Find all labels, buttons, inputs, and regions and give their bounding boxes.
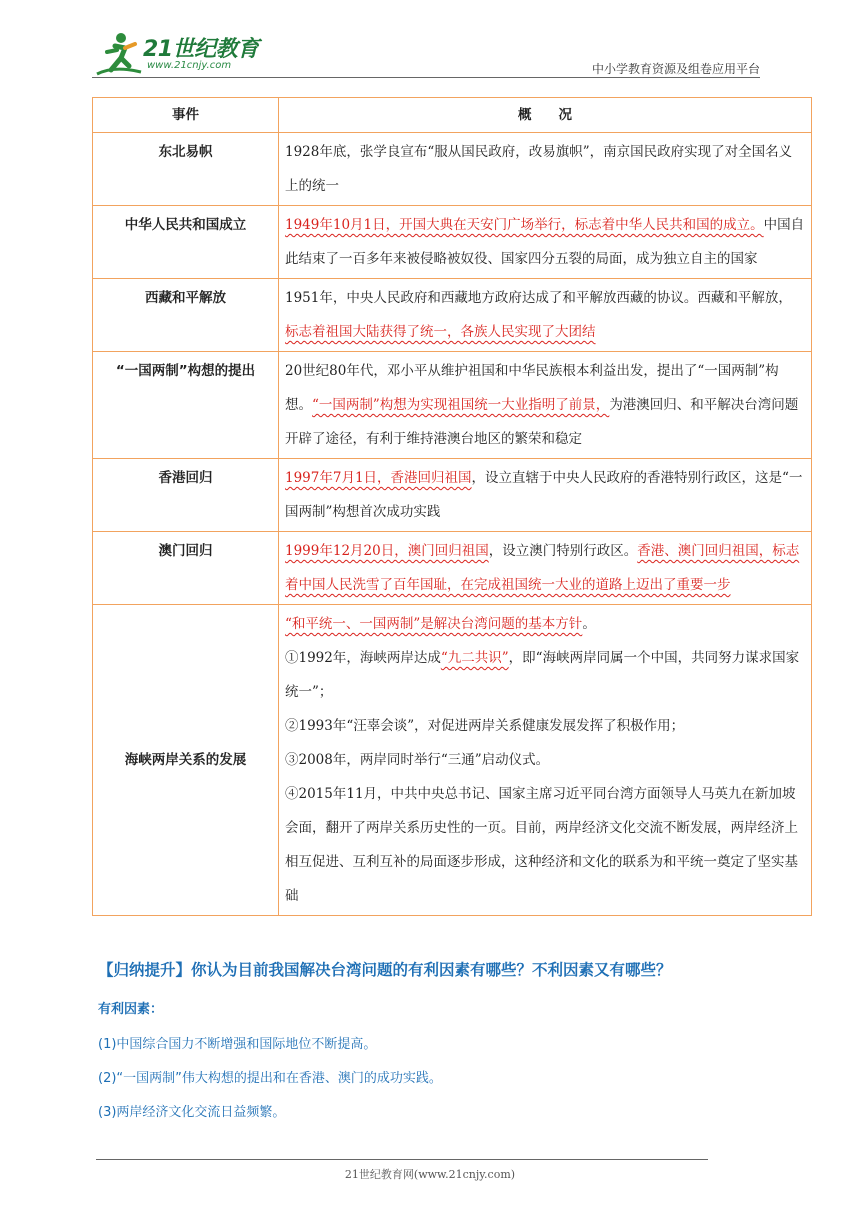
plain-text: 20世纪80年代，邓小平从维护祖国和中华民族根本利益出发，提出了“一国两制”构想。 (285, 363, 779, 413)
logo-text: 21世纪教育 (143, 37, 259, 62)
header-divider (92, 77, 760, 78)
logo-url: www.21cnjy.com (147, 60, 232, 71)
event-name: 海峡两岸关系的发展 (93, 605, 279, 916)
event-overview (279, 459, 812, 532)
event-overview (279, 605, 812, 916)
event-name: 东北易帜 (93, 133, 279, 206)
plain-text: 1928年底，张学良宣布“服从国民政府，改易旗帜”，南京国民政府实现了对全国名义上的统一 (285, 144, 793, 194)
strait-item-3: ③2008年，两岸同时举行“三通”启动仪式。 (285, 752, 550, 768)
strait-item-1 (285, 641, 805, 709)
highlight-text: 1997年7月1日，香港回归祖国 (285, 470, 472, 486)
strait-item-2: ②1993年“汪辜会谈”，对促进两岸关系健康发展发挥了积极作用； (285, 718, 685, 734)
table-row-strait (93, 605, 812, 916)
factor-item: (2)“一国两制”伟大构想的提出和在香港、澳门的成功实践。 (98, 1071, 442, 1086)
plain-text: ，设立直辖于中央人民政府的香港特别行政区，这是“一国两制”构想首次成功实践 (285, 470, 803, 520)
event-name: “一国两制”构想的提出 (93, 352, 279, 459)
plain-text: 。 (582, 616, 596, 632)
events-table (92, 97, 812, 916)
factor-item: (1)中国综合国力不断增强和国际地位不断提高。 (98, 1037, 377, 1052)
event-name: 香港回归 (93, 459, 279, 532)
summary-question: 【归纳提升】你认为目前我国解决台湾问题的有利因素有哪些？不利因素又有哪些？ (98, 961, 672, 979)
favorable-factors-label: 有利因素： (98, 1002, 164, 1017)
highlight-text: “九二共识” (440, 650, 509, 666)
plain-text: ①1992年，海峡两岸达成 (285, 650, 441, 666)
table-row (93, 352, 812, 459)
event-overview (279, 133, 812, 206)
highlight-text: “一国两制”构想为实现祖国统一大业指明了前景， (312, 397, 610, 413)
runner-logo-icon (95, 30, 143, 78)
table-row (93, 279, 812, 352)
site-logo[interactable] (95, 30, 265, 80)
table-row (93, 206, 812, 279)
event-overview (279, 206, 812, 279)
event-name: 中华人民共和国成立 (93, 206, 279, 279)
table-row (93, 133, 812, 206)
strait-lead (285, 607, 805, 641)
plain-text: ，设立澳门特别行政区。 (488, 543, 638, 559)
event-name: 澳门回归 (93, 532, 279, 605)
column-header-overview: 概 况 (279, 98, 812, 133)
highlight-text: 香港、澳门回归祖国，标志着中国人民洗雪了百年国耻，在完成祖国统一大业的道路上迈出了重要一步 (285, 543, 800, 593)
plain-text: 为港澳回归、和平解决台湾问题开辟了途径，有利于维持港澳台地区的繁荣和稳定 (285, 397, 799, 447)
plain-text: ，即“海峡两岸同属一个中国，共同努力谋求国家统一”； (285, 650, 800, 700)
event-name: 西藏和平解放 (93, 279, 279, 352)
table-row (93, 459, 812, 532)
page-footer: 21世纪教育网(www.21cnjy.com) (344, 1168, 516, 1181)
page-header (95, 30, 760, 80)
table-header-row (93, 98, 812, 133)
strait-item-4: ④2015年11月，中共中央总书记、国家主席习近平同台湾方面领导人马英九在新加坡会面，翻开了两岸关系历史性的一页。目前，两岸经济文化交流不断发展，两岸经济上相互促进、互利互补的局面逐步形成，这种经济和文化的联系为和平统一奠定了坚实基础 (285, 786, 798, 904)
highlight-text: 1999年12月20日，澳门回归祖国 (285, 543, 489, 559)
table-row (93, 532, 812, 605)
highlight-text: “和平统一、一国两制”是解决台湾问题的基本方针 (285, 616, 583, 632)
plain-text: 1951年，中央人民政府和西藏地方政府达成了和平解放西藏的协议。西藏和平解放， (285, 290, 792, 306)
platform-name: 中小学教育资源及组卷应用平台 (591, 62, 760, 76)
plain-text: 中国自此结束了一百多年来被侵略被奴役、国家四分五裂的局面，成为独立自主的国家 (285, 217, 805, 267)
highlight-text: 1949年10月1日，开国大典在天安门广场举行，标志着中华人民共和国的成立。 (285, 217, 764, 233)
highlight-text: 标志着祖国大陆获得了统一，各族人民实现了大团结 (285, 324, 596, 340)
column-header-event: 事件 (93, 98, 279, 133)
factor-item: (3)两岸经济文化交流日益频繁。 (98, 1105, 286, 1120)
event-overview (279, 279, 812, 352)
event-overview (279, 352, 812, 459)
event-overview (279, 532, 812, 605)
footer-divider (96, 1159, 708, 1160)
